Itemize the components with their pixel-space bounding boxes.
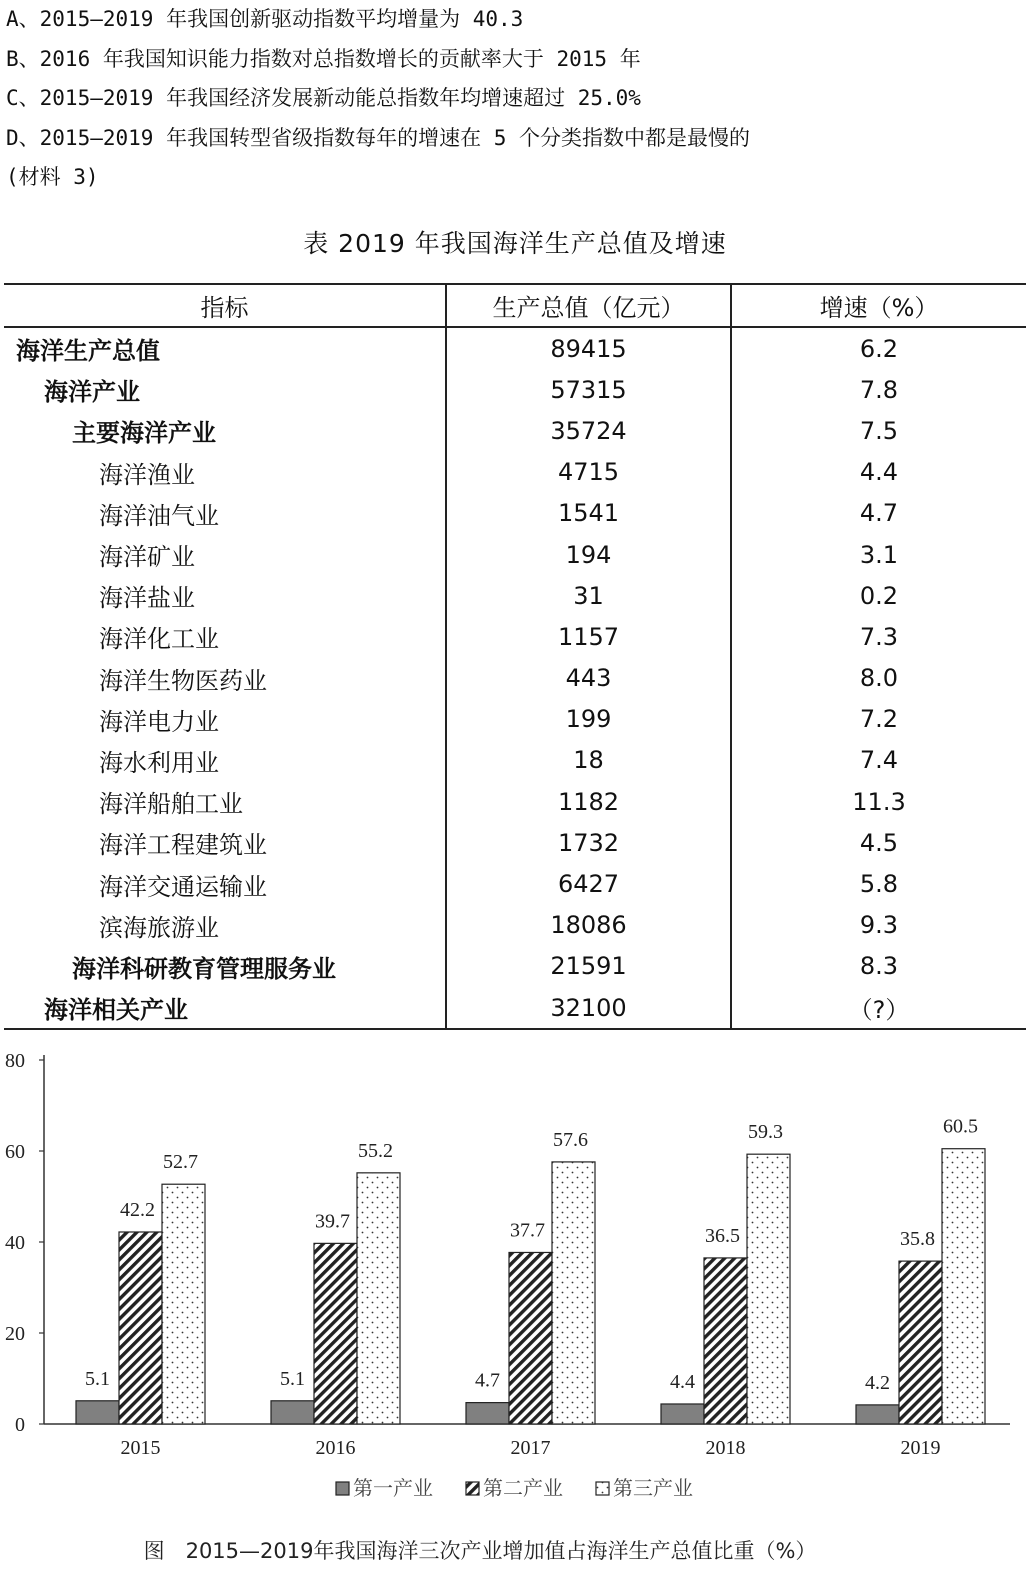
y-tick-label: 0 <box>15 1414 25 1436</box>
table-row <box>4 369 1026 410</box>
growth-rate-cell: 8.0 <box>731 658 1026 699</box>
output-value-cell: 1732 <box>446 822 731 863</box>
growth-rate-cell: 7.2 <box>731 699 1026 740</box>
data-label: 4.4 <box>670 1370 695 1393</box>
data-label: 57.6 <box>553 1128 588 1151</box>
indicator-cell: 海洋盐业 <box>99 584 195 613</box>
indicator-cell: 海洋矿业 <box>99 543 195 572</box>
output-value-cell: 194 <box>446 534 731 575</box>
output-value-cell: 199 <box>446 699 731 740</box>
growth-rate-cell: 8.3 <box>731 946 1026 987</box>
data-label: 37.7 <box>510 1219 545 1242</box>
bar-2016-series-2 <box>314 1243 357 1424</box>
output-value-cell: 57315 <box>446 369 731 410</box>
data-label: 4.7 <box>475 1369 500 1392</box>
indicator-cell: 海洋生产总值 <box>16 337 160 366</box>
x-tick-label: 2018 <box>705 1437 746 1459</box>
y-tick-label: 80 <box>5 1050 25 1072</box>
output-value-cell: 4715 <box>446 452 731 493</box>
table-row <box>4 946 1026 987</box>
bar-2017-series-3 <box>552 1162 595 1424</box>
y-tick-label: 40 <box>5 1232 25 1254</box>
option-a: A、2015—2019 年我国创新驱动指数平均增量为 40.3 <box>6 7 524 31</box>
y-tick-label: 60 <box>5 1141 25 1163</box>
legend-label: 第二产业 <box>483 1476 563 1500</box>
bar-2017-series-1 <box>466 1403 509 1424</box>
growth-rate-cell: 4.4 <box>731 452 1026 493</box>
indicator-cell: 海洋电力业 <box>99 707 219 736</box>
output-value-cell: 32100 <box>446 987 731 1029</box>
legend-swatch-3 <box>596 1482 609 1495</box>
bar-2018-series-3 <box>747 1154 790 1424</box>
table-row <box>4 534 1026 575</box>
bar-2018-series-2 <box>704 1258 747 1424</box>
growth-rate-cell: 4.5 <box>731 822 1026 863</box>
header-growth-rate: 增速（%） <box>731 284 1026 327</box>
output-value-cell: 6427 <box>446 863 731 904</box>
growth-rate-cell: 7.5 <box>731 410 1026 451</box>
data-label: 5.1 <box>280 1367 305 1390</box>
output-value-cell: 18086 <box>446 905 731 946</box>
growth-rate-cell: 6.2 <box>731 327 1026 369</box>
table-row <box>4 905 1026 946</box>
bar-2018-series-1 <box>661 1404 704 1424</box>
table-row <box>4 575 1026 616</box>
growth-rate-cell: （?） <box>731 987 1026 1029</box>
header-indicator: 指标 <box>4 284 446 327</box>
table-row <box>4 699 1026 740</box>
indicator-cell: 海水利用业 <box>99 748 219 777</box>
growth-rate-cell: 4.7 <box>731 493 1026 534</box>
table-row <box>4 781 1026 822</box>
header-output-value: 生产总值（亿元） <box>446 284 731 327</box>
option-b: B、2016 年我国知识能力指数对总指数增长的贡献率大于 2015 年 <box>6 46 641 71</box>
output-value-cell: 1157 <box>446 616 731 657</box>
x-tick-label: 2015 <box>120 1437 161 1459</box>
output-value-cell: 1182 <box>446 781 731 822</box>
data-label: 36.5 <box>705 1224 740 1247</box>
indicator-cell: 海洋相关产业 <box>4 987 446 1029</box>
data-label: 35.8 <box>900 1228 935 1251</box>
table-row <box>4 493 1026 534</box>
bar-2019-series-1 <box>856 1405 899 1424</box>
table-row <box>4 863 1026 904</box>
chart-svg <box>0 1040 1030 1568</box>
answer-options <box>6 0 750 198</box>
option-c: C、2015—2019 年我国经济发展新动能总指数年均增速超过 25.0% <box>6 86 641 110</box>
indicator-cell: 海洋交通运输业 <box>99 872 267 901</box>
legend-swatch-1 <box>336 1482 349 1495</box>
output-value-cell: 1541 <box>446 493 731 534</box>
table-header-row <box>4 284 1026 327</box>
output-value-cell: 89415 <box>446 327 731 369</box>
industry-share-chart <box>0 1040 1030 1568</box>
bar-2015-series-3 <box>162 1184 205 1424</box>
table-row <box>4 616 1026 657</box>
legend-swatch-2 <box>466 1482 479 1495</box>
growth-rate-cell: 7.8 <box>731 369 1026 410</box>
indicator-cell: 海洋产业 <box>44 378 140 407</box>
data-label: 5.1 <box>85 1367 110 1390</box>
table-row <box>4 410 1026 451</box>
indicator-cell: 主要海洋产业 <box>72 419 216 448</box>
table-row <box>4 327 1026 369</box>
bar-2016-series-1 <box>271 1401 314 1424</box>
indicator-cell: 海洋生物医药业 <box>99 666 267 695</box>
growth-rate-cell: 0.2 <box>731 575 1026 616</box>
table-row <box>4 987 1026 1029</box>
output-value-cell: 18 <box>446 740 731 781</box>
y-tick-label: 20 <box>5 1323 25 1345</box>
table-row <box>4 740 1026 781</box>
output-value-cell: 35724 <box>446 410 731 451</box>
table-row <box>4 822 1026 863</box>
table-row <box>4 658 1026 699</box>
bar-2016-series-3 <box>357 1173 400 1424</box>
data-label: 52.7 <box>163 1151 198 1174</box>
legend-label: 第一产业 <box>353 1476 433 1500</box>
growth-rate-cell: 5.8 <box>731 863 1026 904</box>
table-title: 表 2019 年我国海洋生产总值及增速 <box>303 229 727 258</box>
data-label: 60.5 <box>943 1115 978 1138</box>
data-label: 55.2 <box>358 1139 393 1162</box>
indicator-cell: 海洋化工业 <box>99 625 219 654</box>
x-tick-label: 2016 <box>315 1437 356 1459</box>
bar-2017-series-2 <box>509 1252 552 1424</box>
indicator-cell: 海洋科研教育管理服务业 <box>72 954 336 983</box>
growth-rate-cell: 9.3 <box>731 905 1026 946</box>
growth-rate-cell: 7.3 <box>731 616 1026 657</box>
data-label: 59.3 <box>748 1121 783 1144</box>
bar-2019-series-3 <box>942 1149 985 1424</box>
output-value-cell: 31 <box>446 575 731 616</box>
bar-2019-series-2 <box>899 1261 942 1424</box>
x-tick-label: 2017 <box>510 1437 551 1459</box>
output-value-cell: 443 <box>446 658 731 699</box>
indicator-cell: 海洋船舶工业 <box>99 790 243 819</box>
bar-2015-series-2 <box>119 1232 162 1424</box>
growth-rate-cell: 3.1 <box>731 534 1026 575</box>
option-d: D、2015—2019 年我国转型省级指数每年的增速在 5 个分类指数中都是最慢的 <box>6 125 751 150</box>
material-label: (材料 3) <box>6 165 99 189</box>
data-label: 4.2 <box>865 1371 890 1394</box>
bar-2015-series-1 <box>76 1401 119 1424</box>
growth-rate-cell: 7.4 <box>731 740 1026 781</box>
indicator-cell: 海洋渔业 <box>99 460 195 489</box>
chart-title: 图 2015—2019年我国海洋三次产业增加值占海洋生产总值比重（%） <box>143 1539 817 1563</box>
table-row <box>4 452 1026 493</box>
indicator-cell: 滨海旅游业 <box>99 913 219 942</box>
indicator-cell: 海洋工程建筑业 <box>99 831 267 860</box>
growth-rate-cell: 11.3 <box>731 781 1026 822</box>
indicator-cell: 海洋油气业 <box>99 501 219 530</box>
output-value-cell: 21591 <box>446 946 731 987</box>
x-tick-label: 2019 <box>900 1437 941 1459</box>
data-label: 39.7 <box>315 1210 350 1233</box>
data-label: 42.2 <box>120 1198 155 1221</box>
marine-output-table <box>4 283 1026 1030</box>
legend-label: 第三产业 <box>613 1476 693 1500</box>
